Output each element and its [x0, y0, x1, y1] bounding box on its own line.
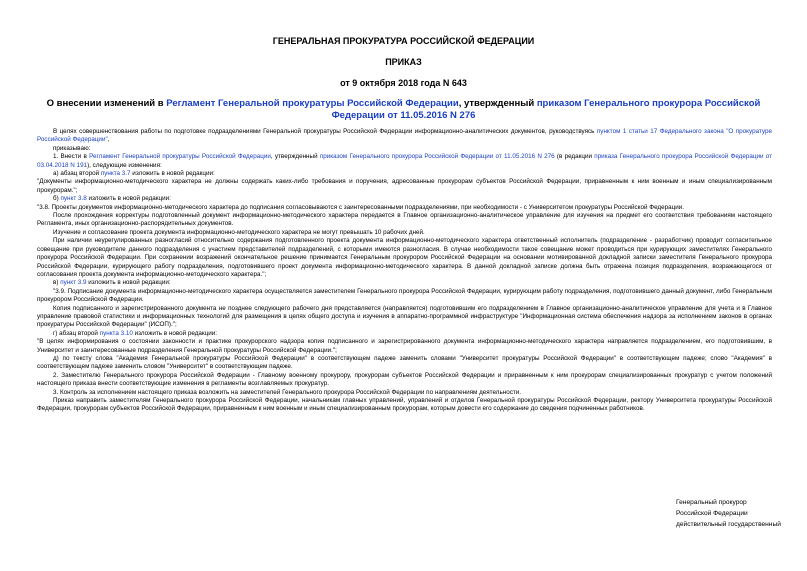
signature-block — [676, 497, 781, 530]
document-date: от 9 октября 2018 года N 643 — [340, 78, 467, 88]
paragraph: приказываю: — [53, 144, 91, 152]
organization-header: ГЕНЕРАЛЬНАЯ ПРОКУРАТУРА РОССИЙСКОЙ ФЕДЕРАЦИИ — [272, 36, 535, 46]
paragraph: "3.9. Подписание документа информационно-методического характера осуществляется заместителем Генерального прокурора Российской Федерации, курирующим работу подразделения, подготовившего данный документ, либо Генеральным прокурором Российской Федерации. — [37, 287, 772, 304]
document-body — [37, 128, 772, 414]
text: ), следующие изменения: — [87, 161, 162, 169]
text: 1. Внести в — [53, 153, 90, 161]
link-order-191[interactable]: приказа Генерального прокурора Российской Федерации от 03.04.2018 N 191 — [37, 153, 772, 169]
paragraph: После прохождения корректуры подготовленный документ информационно-методического характера передается в Главное организационно-аналитическое управление для изучения на предмет его соответствия требованиям настоящего Регламента, иных организационно-распорядительных документов. — [37, 212, 772, 228]
paragraph: "В целях информирования о состоянии законности и практике прокурорского надзора копия подписанного и зарегистрированного документа информационно-методического характера направляется подразделением, его подготовившим, в Университет и заинтересованные подразделения Генеральной прокуратуры Российской Федерации."; — [37, 338, 772, 354]
link-point-3-9[interactable]: пункт 3.9 — [60, 279, 87, 287]
text: г) абзац второй — [53, 329, 100, 337]
title-link-regulation[interactable]: Регламент Генеральной прокуратуры Российской Федерации — [166, 98, 459, 109]
paragraph: 2. Заместителю Генерального прокурора Российской Федерации - Главному военному прокурору, прокурорам субъектов Российской Федерации и приравненным к ним прокурорам специализированных прокуратур с учетом положений настоящего приказа внести соответствующие изменения в регламенты возглавляемых прокуратур. — [37, 371, 772, 388]
paragraph: Приказ направить заместителям Генерального прокурора Российской Федерации, начальникам главных управлений, управлений и отделов Генеральной прокуратуры Российской Федерации, ректору Университета прокуратуры Российской Федерации, прокурорам субъектов Российской Федерации, приравненным к ним военным и иным специализированным прокурорам, которым довести его содержание до сведения подчиненных работников. — [37, 397, 772, 413]
paragraph: 3. Контроль за исполнением настоящего приказа возложить на заместителей Генерального прокурора Российской Федерации по направлениям деятельности. — [53, 388, 522, 396]
title-text: , утвержденный — [458, 98, 537, 109]
document-type: ПРИКАЗ — [385, 57, 422, 67]
link-article-17[interactable]: пунктом 1 статьи 17 — [596, 128, 658, 135]
link-point-3-8[interactable]: пункт 3.8 — [60, 195, 87, 203]
paragraph — [37, 128, 772, 145]
text: б) — [53, 195, 61, 203]
paragraph — [37, 279, 772, 287]
paragraph: "Документы информационно-методического характера не должны содержать каких-либо требования и поручения, адресованные прокурорам субъектов Российской Федерации, приравненным к ним военным и иным специализированным прокурорам."; — [37, 178, 772, 194]
link-order-276[interactable]: приказом Генерального прокурора Российской Федерации от 11.05.2016 N 276 — [319, 153, 555, 161]
signature-line: Генеральный прокурор — [676, 499, 747, 506]
text: а) абзац второй — [53, 170, 101, 178]
paragraph: д) по тексту слова "Академия Генеральной прокуратуры Российской Федерации" в соответствующем падеже заменить словами "Университет прокуратуры Российской Федерации" в соответствующем падеже; слово "Академия" в соответствующем падеже заменить словом "Университет" в соответствующем падеже. — [37, 354, 772, 371]
link-federal-law[interactable]: Федерального закона "О прокуратуре Российской Федерации" — [37, 128, 772, 144]
document-title — [30, 98, 777, 122]
signature-line: действительный государственный — [676, 521, 781, 528]
paragraph: Копия подписанного и зарегистрированного документа не позднее следующего рабочего дня представляется (направляется) подготовившим его подразделением в Главное организационно-аналитическое управление для учета и в Главное управление правовой статистики и информационных технологий для размещения в целях общего доступа и изучения в аппаратно-программной инфраструктуре "Информационная система обеспечения надзора за исполнением законов в органах прокуратуры Российской Федерации" (ИСОП)."; — [37, 304, 772, 329]
paragraph — [37, 153, 772, 170]
title-text: О внесении изменений в — [46, 98, 167, 109]
text: В целях совершенствования работы по подготовке подразделениями Генеральной прокуратуры Российской Федерации информационно-аналитических документов, руководствуясь — [53, 128, 597, 135]
paragraph — [37, 195, 772, 203]
link-regulation[interactable]: Регламент Генеральной прокуратуры Российской Федерации — [89, 153, 271, 161]
link-point-3-10[interactable]: пункта 3.10 — [99, 329, 133, 337]
text: изложить в новой редакции: — [132, 329, 218, 337]
text: (в редакции — [554, 153, 595, 161]
text: изложить в новой редакции: — [86, 195, 171, 203]
text: , утвержденный — [270, 153, 320, 161]
title-link-order[interactable]: приказом Генерального прокурора Российской Федерации от 11.05.2016 N 276 — [331, 98, 761, 121]
signature-line: Российской Федерации — [676, 510, 748, 517]
text: , — [107, 136, 110, 144]
text: изложить в новой редакции: — [86, 279, 171, 287]
text: в) — [53, 279, 61, 287]
paragraph — [37, 330, 772, 338]
paragraph: Изучение и согласование проекта документа информационно-методического характера не могут превышать 10 рабочих дней. — [53, 228, 425, 236]
text: изложить в новой редакции: — [130, 170, 215, 178]
link-point-3-7[interactable]: пункта 3.7 — [100, 170, 131, 178]
paragraph: При наличии неурегулированных разногласий относительно содержания подготовленного проекта документа информационно-методического характера ответственный исполнитель (подразделение - разработчик) проводит согласительное совещание при руководителе данного подразделения с участием представителей подразделений, с которыми имеются разногласия. В случае необходимости такое совещание может проводиться при курирующих заместителях Генерального прокурора Российской Федерации. При сохранении возражений окончательное решение принимается Генеральным прокурором Российской Федерации на основании мотивированной докладной записки заместителя Генерального прокурора Российской Федерации, курирующего работу подразделения, подготовившего проект документа информационно-методического характера. В данной докладной записке должна быть отражена позиция подразделения, возражающегося от согласования проекта документа информационно-методического характера."; — [37, 237, 772, 278]
paragraph: "3.8. Проекты документов информационно-методического характера до подписания согласовываются с заинтересованными подразделениями, при необходимости - с Университетом прокуратуры Российской Федерации. — [37, 203, 685, 211]
